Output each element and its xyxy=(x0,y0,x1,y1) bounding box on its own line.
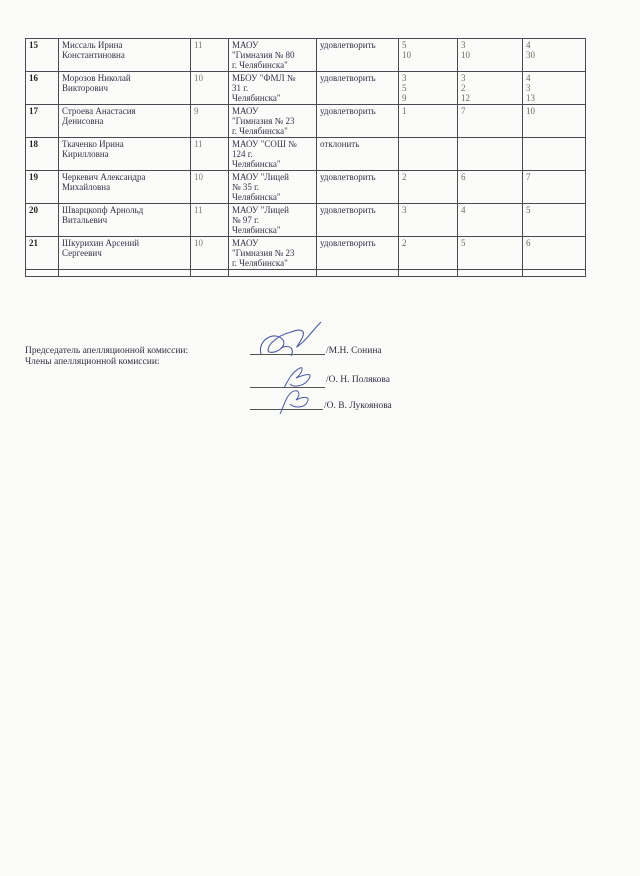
score-column-2-line: 7 xyxy=(461,106,466,116)
appeal-decision: удовлетворить xyxy=(317,39,399,72)
student-name-line: Морозов Николай xyxy=(62,73,131,83)
school-name xyxy=(229,39,317,72)
score-column-1-line: 5 xyxy=(402,83,407,93)
score-column-1 xyxy=(399,72,458,105)
score-column-2 xyxy=(458,237,523,270)
student-name-line: Сергеевич xyxy=(62,248,102,258)
student-name-line: Викторович xyxy=(62,83,108,93)
score-column-2 xyxy=(458,171,523,204)
score-column-1-line: 2 xyxy=(402,172,407,182)
student-name-line: Строева Анастасия xyxy=(62,106,136,116)
student-name-line: Кирилловна xyxy=(62,149,109,159)
score-column-2 xyxy=(458,39,523,72)
table-row xyxy=(26,138,586,171)
handwritten-signature-member-2 xyxy=(270,386,330,416)
score-column-3-line: 4 xyxy=(526,40,531,50)
empty-cell xyxy=(399,270,458,277)
row-number: 17 xyxy=(26,105,59,138)
empty-cell xyxy=(26,270,59,277)
handwritten-signature-chair xyxy=(255,318,330,363)
commission-footer xyxy=(25,346,188,368)
appeal-results-table xyxy=(25,38,586,277)
score-column-1-line: 5 xyxy=(402,40,407,50)
student-name-line: Витальевич xyxy=(62,215,108,225)
student-name-line: Денисовна xyxy=(62,116,104,126)
appeal-decision: удовлетворить xyxy=(317,105,399,138)
score-column-3-line: 4 xyxy=(526,73,531,83)
empty-cell xyxy=(317,270,399,277)
school-name xyxy=(229,105,317,138)
score-column-1-line: 10 xyxy=(402,50,411,60)
table-row xyxy=(26,39,586,72)
score-column-3 xyxy=(523,237,586,270)
table-row xyxy=(26,72,586,105)
score-column-2-line: 3 xyxy=(461,73,466,83)
score-column-2-line: 4 xyxy=(461,205,466,215)
score-column-2-line: 5 xyxy=(461,238,466,248)
score-column-3-line: 5 xyxy=(526,205,531,215)
student-name-line: Шварцкопф Арнольд xyxy=(62,205,144,215)
table-row xyxy=(26,204,586,237)
empty-cell xyxy=(191,270,229,277)
score-column-3-line: 10 xyxy=(526,106,535,116)
school-name-line: Челябинска" xyxy=(232,159,281,169)
school-name-line: МБОУ "ФМЛ № xyxy=(232,73,296,83)
row-number: 21 xyxy=(26,237,59,270)
student-name xyxy=(59,39,191,72)
score-column-3 xyxy=(523,105,586,138)
school-name-line: Челябинска" xyxy=(232,225,281,235)
row-number: 18 xyxy=(26,138,59,171)
appeal-decision: удовлетворить xyxy=(317,237,399,270)
student-name-line: Ткаченко Ирина xyxy=(62,139,124,149)
student-name xyxy=(59,237,191,270)
empty-cell xyxy=(458,270,523,277)
school-name-line: 31 г. xyxy=(232,83,249,93)
signatory-chair: /М.Н. Сонина xyxy=(326,346,382,356)
score-column-1 xyxy=(399,237,458,270)
score-column-2 xyxy=(458,72,523,105)
student-name xyxy=(59,138,191,171)
score-column-3-line: 7 xyxy=(526,172,531,182)
score-column-2-line: 6 xyxy=(461,172,466,182)
score-column-3 xyxy=(523,72,586,105)
score-column-2 xyxy=(458,204,523,237)
grade-level: 11 xyxy=(191,138,229,171)
table-row-empty xyxy=(26,270,586,277)
chair-label: Председатель апелляционной комиссии: xyxy=(25,346,189,356)
score-column-3-line: 3 xyxy=(526,83,531,93)
school-name-line: МАОУ "Лицей xyxy=(232,205,289,215)
row-number: 16 xyxy=(26,72,59,105)
school-name-line: МАОУ xyxy=(232,106,259,116)
appeal-decision: отклонить xyxy=(317,138,399,171)
score-column-1-line: 1 xyxy=(402,106,407,116)
school-name-line: "Гимназия № 23 xyxy=(232,248,295,258)
student-name xyxy=(59,204,191,237)
table-row xyxy=(26,171,586,204)
school-name-line: МАОУ "Лицей xyxy=(232,172,289,182)
score-column-3 xyxy=(523,138,586,171)
score-column-1 xyxy=(399,105,458,138)
signatory-member-1: /О. Н. Полякова xyxy=(326,375,390,385)
score-column-2-line: 12 xyxy=(461,93,470,103)
table-row xyxy=(26,105,586,138)
row-number: 15 xyxy=(26,39,59,72)
grade-level: 10 xyxy=(191,72,229,105)
grade-level: 11 xyxy=(191,39,229,72)
student-name-line: Черкевич Александра xyxy=(62,172,146,182)
school-name-line: МАОУ xyxy=(232,40,259,50)
score-column-2-line: 10 xyxy=(461,50,470,60)
school-name-line: г. Челябинска" xyxy=(232,258,288,268)
school-name xyxy=(229,171,317,204)
row-number: 19 xyxy=(26,171,59,204)
school-name xyxy=(229,138,317,171)
student-name xyxy=(59,171,191,204)
score-column-3-line: 6 xyxy=(526,238,531,248)
score-column-3-line: 13 xyxy=(526,93,535,103)
score-column-3-line: 30 xyxy=(526,50,535,60)
student-name xyxy=(59,72,191,105)
score-column-1 xyxy=(399,39,458,72)
school-name xyxy=(229,237,317,270)
score-column-3 xyxy=(523,39,586,72)
school-name-line: Челябинска" xyxy=(232,192,281,202)
score-column-3 xyxy=(523,204,586,237)
score-column-2-line: 3 xyxy=(461,40,466,50)
table-row xyxy=(26,237,586,270)
score-column-1-line: 2 xyxy=(402,238,407,248)
score-column-1-line: 9 xyxy=(402,93,407,103)
appeal-decision: удовлетворить xyxy=(317,171,399,204)
score-column-2-line: 2 xyxy=(461,83,466,93)
empty-cell xyxy=(59,270,191,277)
school-name xyxy=(229,204,317,237)
score-column-1-line: 3 xyxy=(402,205,407,215)
score-column-1 xyxy=(399,204,458,237)
score-column-1 xyxy=(399,138,458,171)
row-number: 20 xyxy=(26,204,59,237)
student-name-line: Шкурихин Арсений xyxy=(62,238,140,248)
score-column-1 xyxy=(399,171,458,204)
grade-level: 10 xyxy=(191,171,229,204)
appeal-decision: удовлетворить xyxy=(317,204,399,237)
student-name-line: Миссаль Ирина xyxy=(62,40,123,50)
student-name-line: Константиновна xyxy=(62,50,125,60)
grade-level: 11 xyxy=(191,204,229,237)
score-column-1-line: 3 xyxy=(402,73,407,83)
school-name-line: № 97 г. xyxy=(232,215,260,225)
grade-level: 9 xyxy=(191,105,229,138)
appeal-decision: удовлетворить xyxy=(317,72,399,105)
school-name-line: МАОУ xyxy=(232,238,259,248)
empty-cell xyxy=(229,270,317,277)
score-column-2 xyxy=(458,138,523,171)
signatory-member-2: /О. В. Лукоянова xyxy=(324,401,392,411)
school-name-line: г. Челябинска" xyxy=(232,126,288,136)
school-name-line: № 35 г. xyxy=(232,182,260,192)
score-column-3 xyxy=(523,171,586,204)
school-name-line: Челябинска" xyxy=(232,93,281,103)
school-name-line: "Гимназия № 80 xyxy=(232,50,295,60)
school-name-line: МАОУ "СОШ № xyxy=(232,139,297,149)
grade-level: 10 xyxy=(191,237,229,270)
student-name-line: Михайловна xyxy=(62,182,111,192)
school-name-line: 124 г. xyxy=(232,149,253,159)
student-name xyxy=(59,105,191,138)
school-name-line: "Гимназия № 23 xyxy=(232,116,295,126)
school-name xyxy=(229,72,317,105)
score-column-2 xyxy=(458,105,523,138)
school-name-line: г. Челябинска" xyxy=(232,60,288,70)
empty-cell xyxy=(523,270,586,277)
members-label: Члены апелляционной комиссии: xyxy=(25,357,160,367)
